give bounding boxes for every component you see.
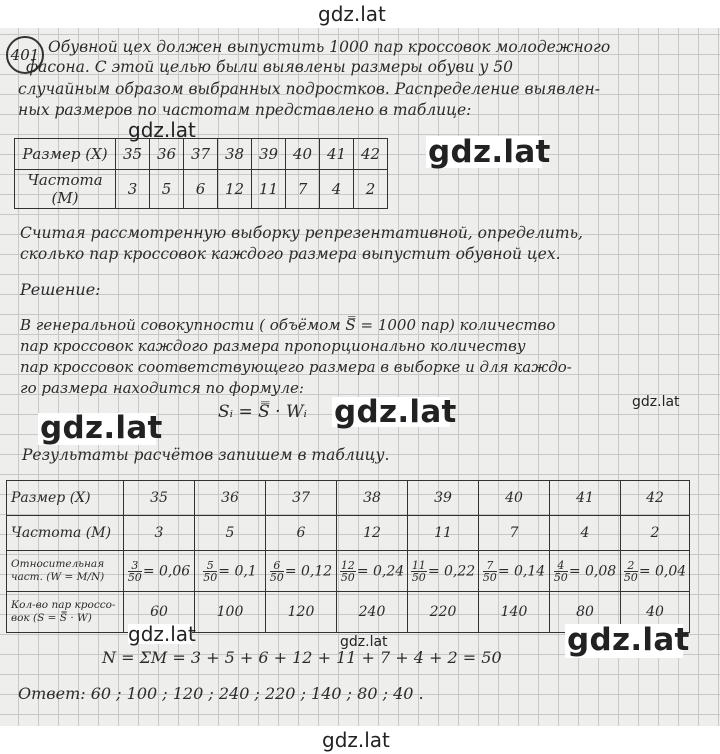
table1-freq-cell: 5: [150, 170, 184, 209]
watermark-mid-center: gdz.lat: [334, 394, 457, 430]
table2-relfreq-row: [7, 551, 690, 592]
answer-line: Ответ: 60 ; 100 ; 120 ; 240 ; 220 ; 140 ; 80 ; 40 .: [18, 684, 424, 703]
watermark-top: gdz.lat: [318, 2, 386, 26]
table2-freq-cell: 6: [266, 516, 337, 551]
table2-freq-cell: 5: [195, 516, 266, 551]
formula: Sᵢ = S̿ · Wᵢ: [218, 402, 307, 422]
frequency-table: [14, 138, 388, 209]
table2-relfreq-cell: $\frac{6}{50}$ = 0,12: [266, 551, 337, 592]
table1-size-label: Размер (X): [15, 139, 116, 170]
table2-freq-cell: 4: [550, 516, 621, 551]
table2-size-cell: 35: [124, 481, 195, 516]
table2-relfreq-label: Относительная част. (W = M/N): [7, 551, 124, 592]
problem-number: 401: [6, 36, 44, 74]
solution-line-1: В генеральной совокупности ( объёмом S̿ = 1000 пар) количество: [20, 316, 556, 334]
table1-freq-cell: 3: [116, 170, 150, 209]
results-line: Результаты расчётов запишем в таблицу.: [22, 446, 390, 464]
table2-size-cell: 38: [337, 481, 408, 516]
table1-size-cell: 41: [320, 139, 354, 170]
table2-count-cell: 100: [195, 592, 266, 633]
table1-size-row: [15, 139, 388, 170]
table1-size-cell: 39: [252, 139, 286, 170]
table2-relfreq-cell: $\frac{2}{50}$ = 0,04: [621, 551, 690, 592]
watermark-mid-left: gdz.lat: [40, 410, 163, 446]
table2-relfreq-cell: $\frac{11}{50}$ = 0,22: [408, 551, 479, 592]
table1-size-cell: 37: [184, 139, 218, 170]
table1-size-cell: 42: [354, 139, 388, 170]
solution-line-3: пар кроссовок соответствующего размера в выборке и для каждо-: [20, 358, 572, 376]
table2-count-label: Кол-во пар кроссо- вок (S = S̿ · W): [7, 592, 124, 633]
watermark-bottom: gdz.lat: [322, 728, 390, 752]
watermark-table1-left: gdz.lat: [128, 118, 196, 142]
table2-freq-cell: 12: [337, 516, 408, 551]
table1-freq-cell: 4: [320, 170, 354, 209]
table2-freq-cell: 7: [479, 516, 550, 551]
sum-line: N = ΣM = 3 + 5 + 6 + 12 + 11 + 7 + 4 + 2 = 50: [102, 648, 502, 667]
table1-size-cell: 40: [286, 139, 320, 170]
table1-freq-cell: 6: [184, 170, 218, 209]
table2-count-cell: 140: [479, 592, 550, 633]
table2-size-cell: 36: [195, 481, 266, 516]
question-line-1: Считая рассмотренную выборку репрезентативной, определить,: [20, 224, 583, 242]
table1-freq-cell: 12: [218, 170, 252, 209]
table2-size-cell: 42: [621, 481, 690, 516]
watermark-mid-right: gdz.lat: [632, 394, 680, 410]
table2-count-cell: 40: [621, 592, 690, 633]
table2-size-cell: 40: [479, 481, 550, 516]
results-table: [6, 480, 690, 633]
table2-count-cell: 80: [550, 592, 621, 633]
table2-size-cell: 41: [550, 481, 621, 516]
problem-line-2: фасона. С этой целью были выявлены размеры обуви у 50: [26, 58, 514, 76]
table2-size-label: Размер (X): [7, 481, 124, 516]
solution-line-2: пар кроссовок каждого размера пропорционально количеству: [20, 337, 526, 355]
table2-freq-cell: 2: [621, 516, 690, 551]
problem-line-4: ных размеров по частотам представлено в таблице:: [18, 101, 472, 119]
table1-size-cell: 35: [116, 139, 150, 170]
table2-relfreq-cell: $\frac{7}{50}$ = 0,14: [479, 551, 550, 592]
solution-line-4: го размера находится по формуле:: [20, 379, 304, 397]
table2-relfreq-cell: $\frac{4}{50}$ = 0,08: [550, 551, 621, 592]
table2-freq-row: [7, 516, 690, 551]
question-line-2: сколько пар кроссовок каждого размера выпустит обувной цех.: [20, 245, 561, 263]
table2-size-cell: 37: [266, 481, 337, 516]
table2-count-cell: 120: [266, 592, 337, 633]
table1-freq-cell: 11: [252, 170, 286, 209]
watermark-table1-right: gdz.lat: [428, 134, 551, 170]
watermark-table2-left: gdz.lat: [128, 622, 196, 646]
table1-size-cell: 36: [150, 139, 184, 170]
table2-relfreq-cell: $\frac{5}{50}$ = 0,1: [195, 551, 266, 592]
solution-heading: Решение:: [20, 280, 101, 299]
table2-relfreq-cell: $\frac{12}{50}$ = 0,24: [337, 551, 408, 592]
table2-count-cell: 60: [124, 592, 195, 633]
watermark-table2-right: gdz.lat: [567, 622, 690, 658]
problem-line-3: случайным образом выбранных подростков. Распределение выявлен-: [18, 80, 600, 98]
watermark-table2-center: gdz.lat: [340, 634, 388, 650]
table1-freq-row: [15, 170, 388, 209]
table2-relfreq-cell: $\frac{3}{50}$ = 0,06: [124, 551, 195, 592]
table2-size-row: [7, 481, 690, 516]
table1-size-cell: 38: [218, 139, 252, 170]
table2-freq-cell: 3: [124, 516, 195, 551]
table2-size-cell: 39: [408, 481, 479, 516]
table2-count-cell: 220: [408, 592, 479, 633]
table1-freq-cell: 7: [286, 170, 320, 209]
table1-freq-cell: 2: [354, 170, 388, 209]
problem-line-1: Обувной цех должен выпустить 1000 пар кроссовок молодежного: [48, 38, 611, 56]
table2-freq-cell: 11: [408, 516, 479, 551]
table2-freq-label: Частота (M): [7, 516, 124, 551]
table1-freq-label: Частота (M): [15, 170, 116, 209]
table2-count-cell: 240: [337, 592, 408, 633]
